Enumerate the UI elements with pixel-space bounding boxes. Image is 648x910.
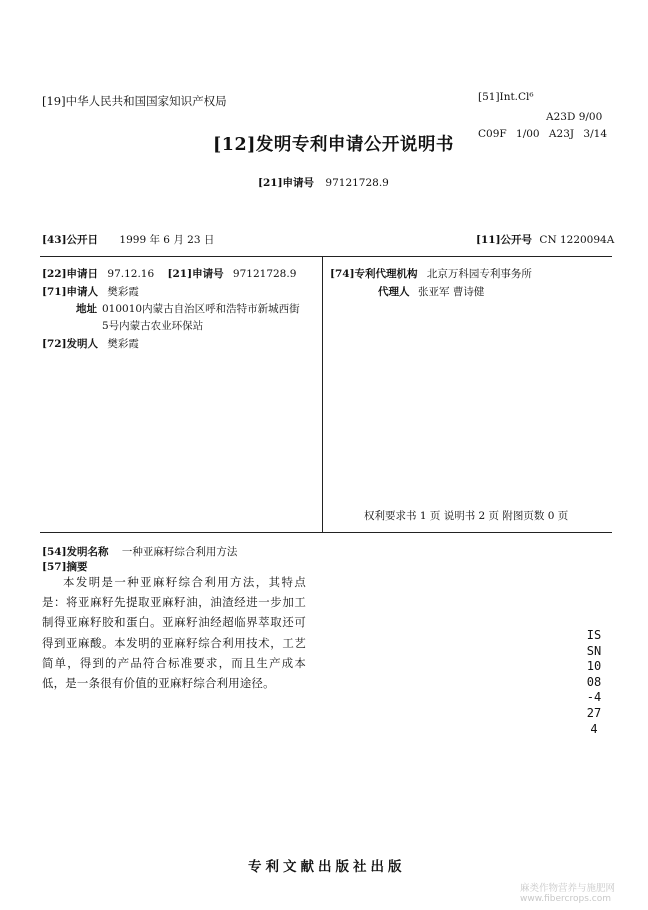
applicant-row: [42, 284, 139, 299]
inventor-row: [42, 336, 139, 351]
box-top-rule: [40, 256, 612, 257]
int-cl-primary: A23D 9/00: [546, 111, 603, 123]
agency-name: 北京万科园专利事务所: [426, 268, 532, 280]
invention-title: 一种亚麻籽综合利用方法: [121, 546, 238, 558]
inventor-label: [72]发明人: [42, 338, 99, 350]
watermark-line-2: www.fibercrops.com: [520, 894, 611, 904]
filing-date: 97.12.16: [107, 268, 155, 280]
invention-title-label: [54]发明名称: [42, 546, 109, 558]
pub-date-value: 1999 年 6 月 23 日: [119, 234, 215, 246]
agent-names: 张亚军 曹诗健: [418, 286, 485, 298]
application-number: [258, 175, 389, 190]
pub-date-label: [43]公开日: [42, 234, 99, 246]
address-line-1: 010010内蒙古自治区呼和浩特市新城西街: [102, 303, 300, 315]
int-cl-label: [51]Int.Cl⁶: [478, 91, 534, 103]
publication-date: [42, 232, 214, 247]
agency-row: [330, 266, 532, 281]
patent-office: [19]中华人民共和国国家知识产权局: [42, 94, 227, 108]
address-label: 地址: [76, 303, 97, 315]
invention-title-row: [42, 544, 237, 559]
biblio-app-no: 97121728.9: [232, 268, 297, 280]
inventor-name: 樊彩霞: [107, 338, 139, 350]
address-line-2: 5号内蒙古农业环保站: [102, 320, 204, 332]
page-count: 权利要求书 1 页 说明书 2 页 附图页数 0 页: [364, 510, 569, 522]
filing-label: [22]申请日: [42, 268, 99, 280]
agent-label: 代理人: [378, 286, 410, 298]
biblio-app-label: [21]申请号: [167, 268, 224, 280]
pub-no-label: [11]公开号: [476, 234, 533, 246]
abstract-text: 本发明是一种亚麻籽综合利用方法，其特点是：将亚麻籽先提取亚麻籽油，油渣经进一步加工制得亚麻籽胶和蛋白。亚麻籽油经超临界萃取还可得到亚麻酸。本发明的亚麻籽综合利用技术，工艺简单，得到的产品符合标准要求，而且生产成本低，是一条很有价值的亚麻籽综合利用途径。: [42, 575, 306, 691]
applicant-name: 樊彩霞: [107, 286, 139, 298]
app-no-value: 97121728.9: [325, 177, 389, 189]
filing-row: [42, 266, 296, 281]
box-divider: [322, 256, 323, 532]
box-bottom-rule: [40, 532, 612, 533]
document-title: [12]发明专利申请公开说明书: [213, 135, 454, 155]
watermark-line-1: 麻类作物营养与施肥网: [520, 883, 616, 894]
int-cl-secondary: C09F 1/00 A23J 3/14: [478, 128, 608, 140]
publisher-footer: 专利文献出版社出版: [248, 859, 406, 875]
applicant-label: [71]申请人: [42, 286, 99, 298]
pub-no-value: CN 1220094A: [539, 234, 615, 246]
app-no-label: [21]申请号: [258, 177, 315, 189]
abstract-label: [57]摘要: [42, 561, 88, 573]
agency-label: [74]专利代理机构: [330, 268, 418, 280]
publication-number: [476, 232, 614, 247]
issn-vertical: ISSN 1008-4274: [586, 628, 609, 736]
